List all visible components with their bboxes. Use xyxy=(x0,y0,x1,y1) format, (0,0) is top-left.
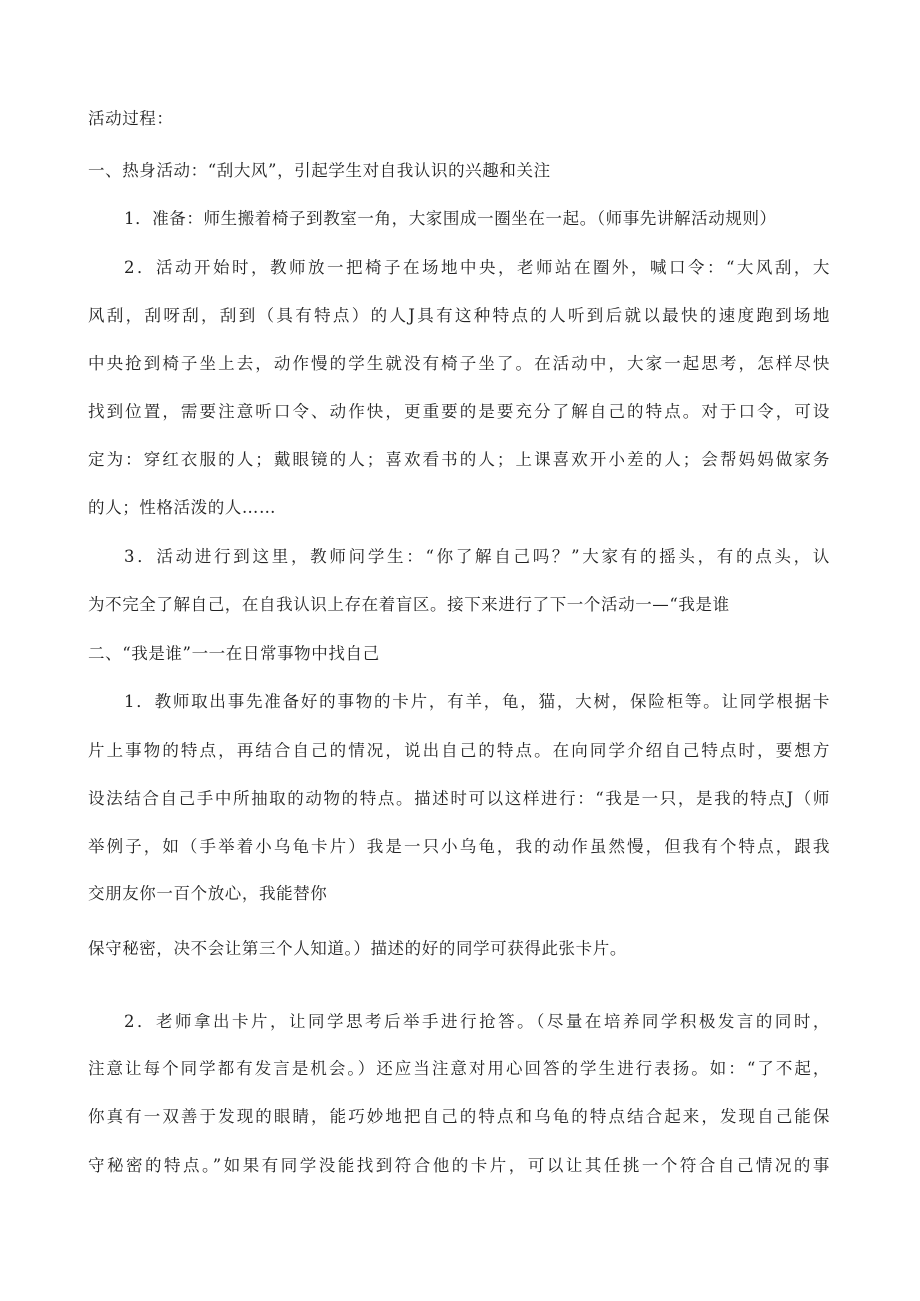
paragraph-line: 定为：穿红衣服的人；戴眼镜的人；喜欢看书的人；上课喜欢开小差的人；会帮妈妈做家务 xyxy=(88,450,830,469)
section-label: 活动过程： xyxy=(88,109,174,128)
paragraph-line: 保守秘密，决不会让第三个人知道。）描述的好的同学可获得此张卡片。 xyxy=(88,939,627,958)
paragraph-line: 你真有一双善于发现的眼睛，能巧妙地把自己的特点和乌龟的特点结合起来，发现自己能保 xyxy=(88,1107,830,1126)
paragraph-line: 的人；性格活泼的人…… xyxy=(88,498,277,517)
paragraph-line: 2．活动开始时，教师放一把椅子在场地中央，老师站在圈外，喊口令：“大风刮，大 xyxy=(124,258,830,277)
paragraph-line: 交朋友你一百个放心，我能替你 xyxy=(88,884,328,903)
paragraph-line: 找到位置，需要注意听口令、动作快，更重要的是要充分了解自己的特点。对于口令，可设 xyxy=(88,402,830,421)
paragraph-line: 举例子，如（手举着小乌龟卡片）我是一只小乌龟，我的动作虽然慢，但我有个特点，跟我 xyxy=(88,837,830,856)
paragraph-line: 2．老师拿出卡片，让同学思考后举手进行抢答。（尽量在培养同学积极发言的同时， xyxy=(124,1012,830,1031)
paragraph-line: 1．教师取出事先准备好的事物的卡片，有羊，龟，猫，大树，保险柜等。让同学根据卡 xyxy=(124,692,830,711)
paragraph-line: 中央抢到椅子坐上去，动作慢的学生就没有椅子坐了。在活动中，大家一起思考，怎样尽快 xyxy=(88,354,830,373)
paragraph-line: 守秘密的特点。”如果有同学没能找到符合他的卡片，可以让其任挑一个符合自己情况的事 xyxy=(88,1156,830,1175)
paragraph-line: 注意让每个同学都有发言是机会。）还应当注意对用心回答的学生进行表扬。如：“了不起， xyxy=(88,1059,830,1078)
paragraph-line: 风刮，刮呀刮，刮到（具有特点）的人J具有这种特点的人听到后就以最快的速度跑到场地 xyxy=(88,306,830,325)
section-heading-1: 一、热身活动：“刮大风”，引起学生对自我认识的兴趣和关注 xyxy=(88,161,551,180)
section-heading-2: 二、“我是谁”一一在日常事物中找自己 xyxy=(88,644,380,663)
paragraph-line: 1．准备：师生搬着椅子到教室一角，大家围成一圈坐在一起。（师事先讲解活动规则） xyxy=(124,209,777,228)
paragraph-line: 片上事物的特点，再结合自己的情况，说出自己的特点。在向同学介绍自己特点时，要想方 xyxy=(88,741,830,760)
paragraph-line: 设法结合自己手中所抽取的动物的特点。描述时可以这样进行：“我是一只，是我的特点J（师 xyxy=(88,789,830,808)
paragraph-line: 3．活动进行到这里，教师问学生：“你了解自己吗？”大家有的摇头，有的点头，认 xyxy=(124,547,830,566)
paragraph-line: 为不完全了解自己，在自我认识上存在着盲区。接下来进行了下一个活动一—“我是谁 xyxy=(88,595,730,614)
